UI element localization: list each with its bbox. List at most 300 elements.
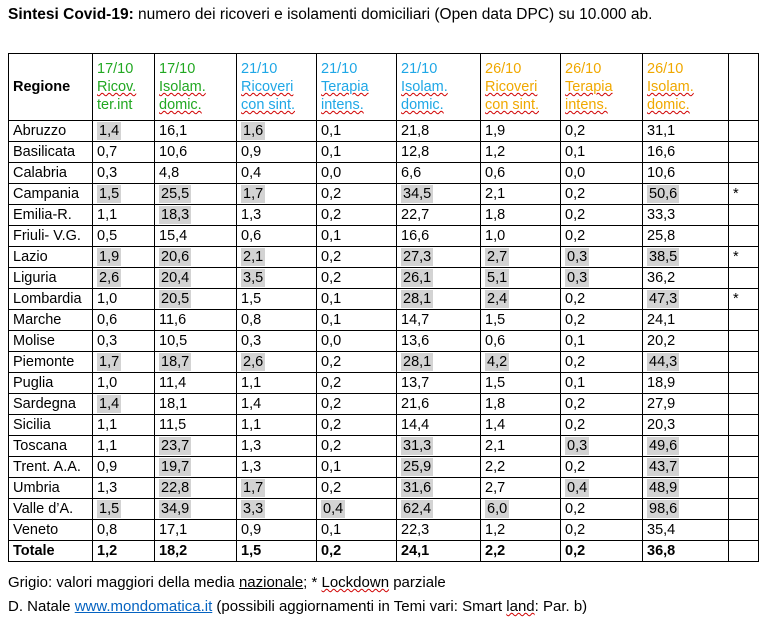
header-label-1: Ricov. <box>97 79 137 95</box>
table-cell: 1,1 <box>93 415 155 436</box>
table-cell <box>643 436 729 457</box>
region-name: Trent. A.A. <box>9 457 93 478</box>
region-name: Lazio <box>9 247 93 268</box>
region-name: Lombardia <box>9 289 93 310</box>
region-name: Totale <box>9 541 93 562</box>
table-cell: 0,0 <box>317 331 397 352</box>
header-col <box>93 54 155 121</box>
table-cell <box>155 478 237 499</box>
table-row <box>9 184 759 205</box>
table-cell: 14,7 <box>397 310 481 331</box>
region-name: Calabria <box>9 163 93 184</box>
table-cell: 20,2 <box>643 331 729 352</box>
table-cell: 0,9 <box>237 142 317 163</box>
table-cell <box>155 457 237 478</box>
highlighted-value: 47,3 <box>649 291 678 307</box>
table-cell: 1,1 <box>93 205 155 226</box>
table-cell <box>93 499 155 520</box>
table-cell: 36,8 <box>643 541 729 562</box>
page-title <box>8 6 760 24</box>
credit-text-b: (possibili aggiornamenti in Temi vari: Smart <box>212 598 507 615</box>
lockdown-marker <box>729 205 759 226</box>
highlighted-value: 22,8 <box>161 480 190 496</box>
region-name: Liguria <box>9 268 93 289</box>
table-cell: 0,2 <box>561 184 643 205</box>
highlighted-value: 20,5 <box>161 291 190 307</box>
table-cell: 0,5 <box>93 226 155 247</box>
highlighted-value: 1,4 <box>99 396 120 412</box>
highlighted-value: 18,7 <box>161 354 190 370</box>
table-cell <box>481 268 561 289</box>
table-cell: 1,5 <box>481 373 561 394</box>
table-cell <box>643 499 729 520</box>
lockdown-marker <box>729 142 759 163</box>
table-cell <box>397 247 481 268</box>
legend-text-d: Lockdown <box>321 574 390 591</box>
header-label-1: Isolam. <box>159 79 206 95</box>
table-cell <box>237 352 317 373</box>
highlighted-value: 44,3 <box>649 354 678 370</box>
table-cell <box>397 352 481 373</box>
table-cell <box>561 268 643 289</box>
highlighted-value: 2,6 <box>99 270 120 286</box>
table-cell: 0,2 <box>317 436 397 457</box>
table-cell: 1,2 <box>481 142 561 163</box>
lockdown-marker <box>729 478 759 499</box>
credit-text-a: D. Natale <box>8 598 75 615</box>
highlighted-value: 1,4 <box>99 123 120 139</box>
table-cell <box>155 499 237 520</box>
table-cell <box>643 457 729 478</box>
region-name: Sicilia <box>9 415 93 436</box>
table-cell: 1,5 <box>237 289 317 310</box>
highlighted-value: 31,3 <box>403 438 432 454</box>
region-name: Valle d’A. <box>9 499 93 520</box>
table-cell <box>643 289 729 310</box>
table-cell: 0,2 <box>561 394 643 415</box>
table-cell: 1,0 <box>93 373 155 394</box>
highlighted-value: 28,1 <box>403 291 432 307</box>
highlighted-value: 0,3 <box>567 270 588 286</box>
table-row <box>9 247 759 268</box>
header-date: 26/10 <box>485 61 522 77</box>
header-col <box>643 54 729 121</box>
table-cell: 12,8 <box>397 142 481 163</box>
table-row <box>9 205 759 226</box>
lockdown-marker <box>729 436 759 457</box>
legend-text-a: Grigio: valori maggiori della media <box>8 574 239 591</box>
legend-text-b: nazionale <box>238 574 304 591</box>
total-row <box>9 541 759 562</box>
table-cell: 1,1 <box>237 373 317 394</box>
lockdown-marker <box>729 121 759 142</box>
table-cell: 2,7 <box>481 478 561 499</box>
table-cell: 0,2 <box>561 289 643 310</box>
highlighted-value: 6,0 <box>487 501 508 517</box>
table-cell: 0,1 <box>561 373 643 394</box>
table-cell: 0,2 <box>317 247 397 268</box>
table-row <box>9 310 759 331</box>
table-cell: 10,6 <box>155 142 237 163</box>
table-cell: 0,4 <box>237 163 317 184</box>
table-cell: 0,7 <box>93 142 155 163</box>
table-cell: 0,2 <box>317 268 397 289</box>
table-cell: 0,2 <box>317 205 397 226</box>
table-cell: 0,1 <box>317 142 397 163</box>
table-cell <box>237 247 317 268</box>
region-name: Toscana <box>9 436 93 457</box>
lockdown-marker: * <box>729 247 759 268</box>
table-cell: 0,1 <box>561 331 643 352</box>
table-cell: 0,2 <box>317 415 397 436</box>
table-cell: 0,0 <box>317 163 397 184</box>
table-cell: 11,5 <box>155 415 237 436</box>
highlighted-value: 3,3 <box>243 501 264 517</box>
region-name: Molise <box>9 331 93 352</box>
table-row <box>9 268 759 289</box>
lockdown-marker <box>729 394 759 415</box>
table-header-row <box>9 54 759 121</box>
table-cell <box>643 352 729 373</box>
table-cell <box>155 352 237 373</box>
table-row <box>9 478 759 499</box>
lockdown-marker <box>729 226 759 247</box>
highlighted-value: 1,7 <box>243 480 264 496</box>
lockdown-marker <box>729 163 759 184</box>
table-cell <box>481 499 561 520</box>
table-cell <box>481 247 561 268</box>
lockdown-marker <box>729 541 759 562</box>
table-row <box>9 457 759 478</box>
table-cell: 21,6 <box>397 394 481 415</box>
table-cell: 0,1 <box>317 226 397 247</box>
header-col <box>237 54 317 121</box>
lockdown-marker <box>729 415 759 436</box>
highlighted-value: 2,6 <box>243 354 264 370</box>
lockdown-marker <box>729 520 759 541</box>
region-name: Marche <box>9 310 93 331</box>
table-row <box>9 499 759 520</box>
highlighted-value: 5,1 <box>487 270 508 286</box>
table-cell: 1,1 <box>93 436 155 457</box>
highlighted-value: 20,4 <box>161 270 190 286</box>
table-cell: 33,3 <box>643 205 729 226</box>
table-cell <box>317 499 397 520</box>
table-row <box>9 394 759 415</box>
header-col <box>155 54 237 121</box>
table-cell: 0,2 <box>561 457 643 478</box>
table-cell: 15,4 <box>155 226 237 247</box>
table-cell: 0,9 <box>237 520 317 541</box>
table-cell <box>155 268 237 289</box>
website-link[interactable]: www.mondomatica.it <box>74 598 213 615</box>
table-cell: 0,2 <box>561 499 643 520</box>
table-row <box>9 331 759 352</box>
highlighted-value: 20,6 <box>161 249 190 265</box>
region-name: Abruzzo <box>9 121 93 142</box>
table-cell: 2,1 <box>481 184 561 205</box>
table-cell: 0,2 <box>561 310 643 331</box>
table-cell: 0,2 <box>561 121 643 142</box>
highlighted-value: 0,4 <box>567 480 588 496</box>
table-cell: 1,8 <box>481 205 561 226</box>
table-cell: 21,8 <box>397 121 481 142</box>
table-cell: 1,3 <box>237 205 317 226</box>
region-name: Piemonte <box>9 352 93 373</box>
header-col <box>397 54 481 121</box>
region-name: Veneto <box>9 520 93 541</box>
region-name: Campania <box>9 184 93 205</box>
table-cell: 18,2 <box>155 541 237 562</box>
table-cell: 0,0 <box>561 163 643 184</box>
table-cell <box>155 205 237 226</box>
table-cell: 0,3 <box>93 163 155 184</box>
lockdown-marker: * <box>729 289 759 310</box>
table-cell: 6,6 <box>397 163 481 184</box>
table-cell: 0,3 <box>237 331 317 352</box>
highlighted-value: 48,9 <box>649 480 678 496</box>
table-cell: 0,6 <box>237 226 317 247</box>
highlighted-value: 2,4 <box>487 291 508 307</box>
table-cell: 2,2 <box>481 457 561 478</box>
table-cell <box>155 247 237 268</box>
highlighted-value: 19,7 <box>161 459 190 475</box>
table-cell: 0,1 <box>317 121 397 142</box>
table-cell: 20,3 <box>643 415 729 436</box>
table-cell: 1,3 <box>93 478 155 499</box>
table-cell: 24,1 <box>397 541 481 562</box>
table-cell: 2,1 <box>481 436 561 457</box>
region-name: Puglia <box>9 373 93 394</box>
table-cell <box>481 289 561 310</box>
table-cell <box>643 247 729 268</box>
table-cell <box>237 184 317 205</box>
header-date: 26/10 <box>647 61 684 77</box>
highlighted-value: 18,3 <box>161 207 190 223</box>
table-cell: 1,0 <box>481 226 561 247</box>
header-col <box>561 54 643 121</box>
table-cell: 18,9 <box>643 373 729 394</box>
highlighted-value: 3,5 <box>243 270 264 286</box>
table-cell <box>93 121 155 142</box>
table-cell <box>93 268 155 289</box>
table-cell: 11,4 <box>155 373 237 394</box>
table-cell <box>561 247 643 268</box>
table-cell: 16,6 <box>397 226 481 247</box>
header-label-2: ter.int <box>97 97 133 113</box>
table-cell: 10,6 <box>643 163 729 184</box>
highlighted-value: 1,9 <box>99 249 120 265</box>
table-cell <box>561 478 643 499</box>
table-row <box>9 289 759 310</box>
table-cell: 0,2 <box>561 415 643 436</box>
table-cell <box>643 184 729 205</box>
highlighted-value: 27,3 <box>403 249 432 265</box>
highlighted-value: 98,6 <box>649 501 678 517</box>
region-name: Basilicata <box>9 142 93 163</box>
table-cell <box>155 184 237 205</box>
header-col <box>481 54 561 121</box>
header-label-2: con sint. <box>485 97 539 113</box>
highlighted-value: 0,3 <box>567 249 588 265</box>
table-cell: 1,3 <box>237 436 317 457</box>
header-col <box>317 54 397 121</box>
header-date: 17/10 <box>159 61 196 77</box>
table-row <box>9 415 759 436</box>
lockdown-marker <box>729 268 759 289</box>
highlighted-value: 2,1 <box>243 249 264 265</box>
table-cell <box>561 436 643 457</box>
highlighted-value: 1,5 <box>99 186 120 202</box>
header-label-2: domic. <box>647 97 690 113</box>
table-cell <box>93 184 155 205</box>
table-cell <box>397 436 481 457</box>
table-cell <box>237 499 317 520</box>
highlighted-value: 43,7 <box>649 459 678 475</box>
title-bold: Sintesi Covid-19: <box>8 6 134 23</box>
highlighted-value: 26,1 <box>403 270 432 286</box>
table-cell: 22,3 <box>397 520 481 541</box>
header-label-2: domic. <box>401 97 444 113</box>
highlighted-value: 0,4 <box>323 501 344 517</box>
table-cell: 1,3 <box>237 457 317 478</box>
title-rest: numero dei ricoveri e isolamenti domiciliari (Open data DPC) su 10.000 ab. <box>133 6 653 23</box>
table-cell: 0,2 <box>317 184 397 205</box>
table-cell <box>397 457 481 478</box>
table-cell: 0,1 <box>317 310 397 331</box>
table-cell: 4,8 <box>155 163 237 184</box>
header-label-1: Isolam. <box>647 79 694 95</box>
table-cell <box>155 436 237 457</box>
table-cell: 0,2 <box>561 541 643 562</box>
highlighted-value: 2,7 <box>487 249 508 265</box>
lockdown-marker <box>729 373 759 394</box>
table-cell <box>93 394 155 415</box>
table-cell: 0,2 <box>317 394 397 415</box>
header-label-1: Ricoveri <box>485 79 538 95</box>
covid-table <box>8 53 759 562</box>
lockdown-marker <box>729 457 759 478</box>
header-date: 21/10 <box>321 61 358 77</box>
header-label-1: Terapia <box>321 79 369 95</box>
table-cell <box>397 478 481 499</box>
table-cell: 0,8 <box>93 520 155 541</box>
table-row <box>9 352 759 373</box>
header-region: Regione <box>9 54 93 121</box>
legend-text-e: parziale <box>389 574 446 591</box>
lockdown-marker <box>729 310 759 331</box>
table-cell: 0,2 <box>317 373 397 394</box>
table-cell: 1,8 <box>481 394 561 415</box>
table-cell <box>93 247 155 268</box>
credit-note <box>8 598 587 615</box>
highlighted-value: 4,2 <box>487 354 508 370</box>
highlighted-value: 1,7 <box>99 354 120 370</box>
highlighted-value: 1,6 <box>243 123 264 139</box>
highlighted-value: 62,4 <box>403 501 432 517</box>
table-cell: 25,8 <box>643 226 729 247</box>
legend-note <box>8 574 446 591</box>
table-cell <box>237 478 317 499</box>
table-cell: 27,9 <box>643 394 729 415</box>
table-cell: 0,2 <box>561 205 643 226</box>
table-cell: 35,4 <box>643 520 729 541</box>
lockdown-marker <box>729 352 759 373</box>
highlighted-value: 38,5 <box>649 249 678 265</box>
header-date: 21/10 <box>401 61 438 77</box>
table-row <box>9 226 759 247</box>
highlighted-value: 50,6 <box>649 186 678 202</box>
table-cell: 0,2 <box>561 352 643 373</box>
table-cell <box>397 289 481 310</box>
table-cell: 17,1 <box>155 520 237 541</box>
table-cell: 36,2 <box>643 268 729 289</box>
credit-text-c: land <box>506 598 535 615</box>
table-cell: 0,2 <box>561 226 643 247</box>
highlighted-value: 25,9 <box>403 459 432 475</box>
table-cell: 0,1 <box>317 457 397 478</box>
table-cell: 13,6 <box>397 331 481 352</box>
table-cell: 14,4 <box>397 415 481 436</box>
table-cell: 24,1 <box>643 310 729 331</box>
table-cell <box>643 478 729 499</box>
highlighted-value: 1,7 <box>243 186 264 202</box>
lockdown-marker <box>729 499 759 520</box>
lockdown-marker <box>729 331 759 352</box>
table-cell: 0,1 <box>317 520 397 541</box>
credit-text-d: : Par. b) <box>534 598 588 615</box>
region-name: Friuli- V.G. <box>9 226 93 247</box>
table-cell: 18,1 <box>155 394 237 415</box>
highlighted-value: 23,7 <box>161 438 190 454</box>
table-cell: 0,1 <box>317 289 397 310</box>
table-row <box>9 121 759 142</box>
header-label-2: con sint. <box>241 97 295 113</box>
table-cell: 13,7 <box>397 373 481 394</box>
region-name: Umbria <box>9 478 93 499</box>
table-cell: 1,2 <box>93 541 155 562</box>
table-row <box>9 520 759 541</box>
table-cell: 0,1 <box>561 142 643 163</box>
header-star-col <box>729 54 759 121</box>
table-cell <box>93 352 155 373</box>
table-cell <box>481 352 561 373</box>
highlighted-value: 25,5 <box>161 186 190 202</box>
table-cell: 0,9 <box>93 457 155 478</box>
table-cell: 0,8 <box>237 310 317 331</box>
table-cell: 1,1 <box>237 415 317 436</box>
highlighted-value: 1,5 <box>99 501 120 517</box>
table-cell: 0,2 <box>317 478 397 499</box>
table-row <box>9 436 759 457</box>
highlighted-value: 34,5 <box>403 186 432 202</box>
table-cell: 1,4 <box>237 394 317 415</box>
header-date: 17/10 <box>97 61 134 77</box>
header-label-2: domic. <box>159 97 202 113</box>
table-cell <box>397 268 481 289</box>
table-cell: 1,9 <box>481 121 561 142</box>
table-cell <box>237 121 317 142</box>
table-cell: 16,6 <box>643 142 729 163</box>
highlighted-value: 49,6 <box>649 438 678 454</box>
table-cell: 10,5 <box>155 331 237 352</box>
highlighted-value: 34,9 <box>161 501 190 517</box>
table-row <box>9 373 759 394</box>
table-cell: 1,5 <box>481 310 561 331</box>
header-label-1: Terapia <box>565 79 613 95</box>
table-cell: 11,6 <box>155 310 237 331</box>
table-cell: 1,5 <box>237 541 317 562</box>
